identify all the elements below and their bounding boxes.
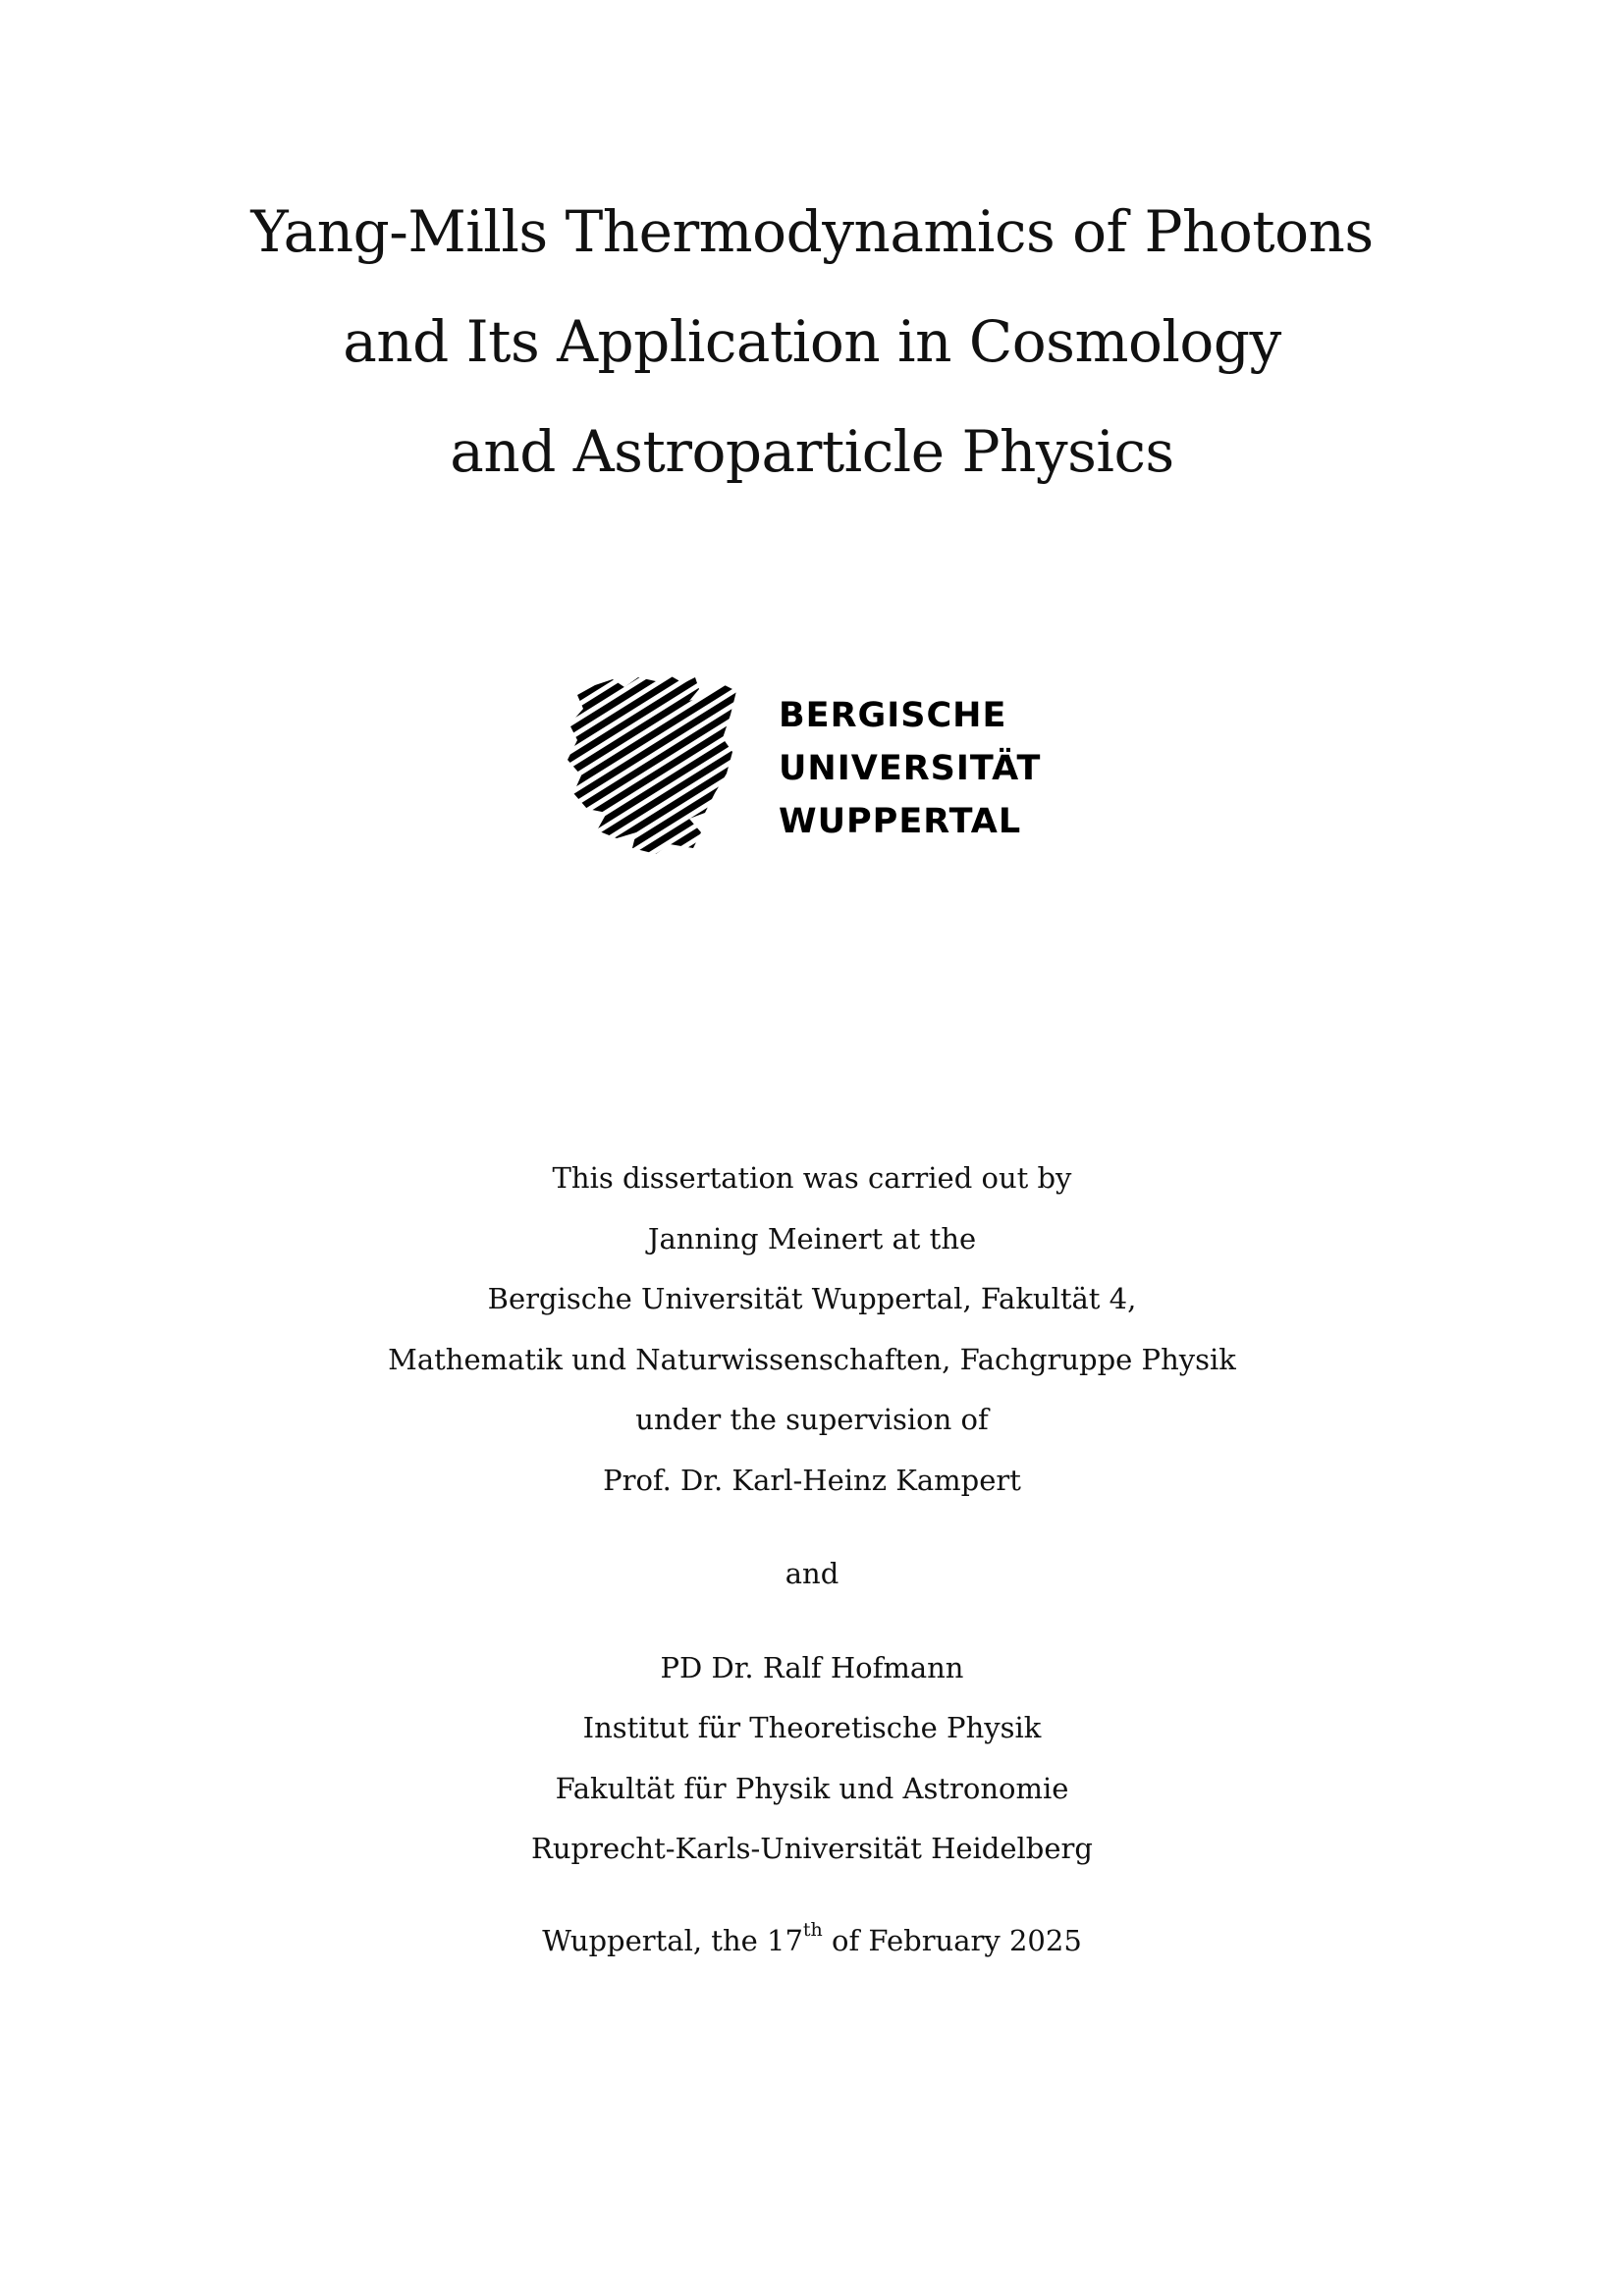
title-line-1: Yang-Mills Thermodynamics of Photons xyxy=(250,198,1374,265)
dissertation-title xyxy=(0,177,1624,507)
lion-emblem-icon xyxy=(568,675,736,854)
and-line: and xyxy=(785,1557,839,1590)
university-name xyxy=(779,689,1041,848)
supervision-line: under the supervision of xyxy=(635,1403,989,1436)
date-superscript: th xyxy=(802,1918,823,1941)
faculty-line: Mathematik und Naturwissenschaften, Fachgruppe Physik xyxy=(388,1342,1236,1376)
date-prefix: Wuppertal, the 17 xyxy=(542,1923,803,1957)
title-line-3: and Astroparticle Physics xyxy=(450,418,1174,485)
logo-line-3: WUPPERTAL xyxy=(779,802,1022,841)
title-line-2: and Its Application in Cosmology xyxy=(343,308,1281,375)
university-logo xyxy=(568,675,1058,862)
dissertation-info xyxy=(0,1148,1624,1971)
faculty-2-line: Fakultät für Physik und Astronomie xyxy=(555,1771,1069,1805)
date-suffix: of February 2025 xyxy=(822,1923,1082,1957)
logo-line-1: BERGISCHE xyxy=(779,696,1007,735)
supervisor-1: Prof. Dr. Karl-Heinz Kampert xyxy=(603,1463,1021,1497)
author-line: Janning Meinert at the xyxy=(647,1221,977,1255)
carried-out-line: This dissertation was carried out by xyxy=(552,1161,1072,1195)
university-line: Bergische Universität Wuppertal, Fakultät 4, xyxy=(487,1282,1137,1315)
institute-line: Institut für Theoretische Physik xyxy=(582,1711,1042,1744)
logo-line-2: UNIVERSITÄT xyxy=(779,749,1042,788)
supervisor-2: PD Dr. Ralf Hofmann xyxy=(660,1650,964,1684)
date-line xyxy=(0,1911,1624,1972)
university-2-line: Ruprecht-Karls-Universität Heidelberg xyxy=(531,1832,1093,1865)
